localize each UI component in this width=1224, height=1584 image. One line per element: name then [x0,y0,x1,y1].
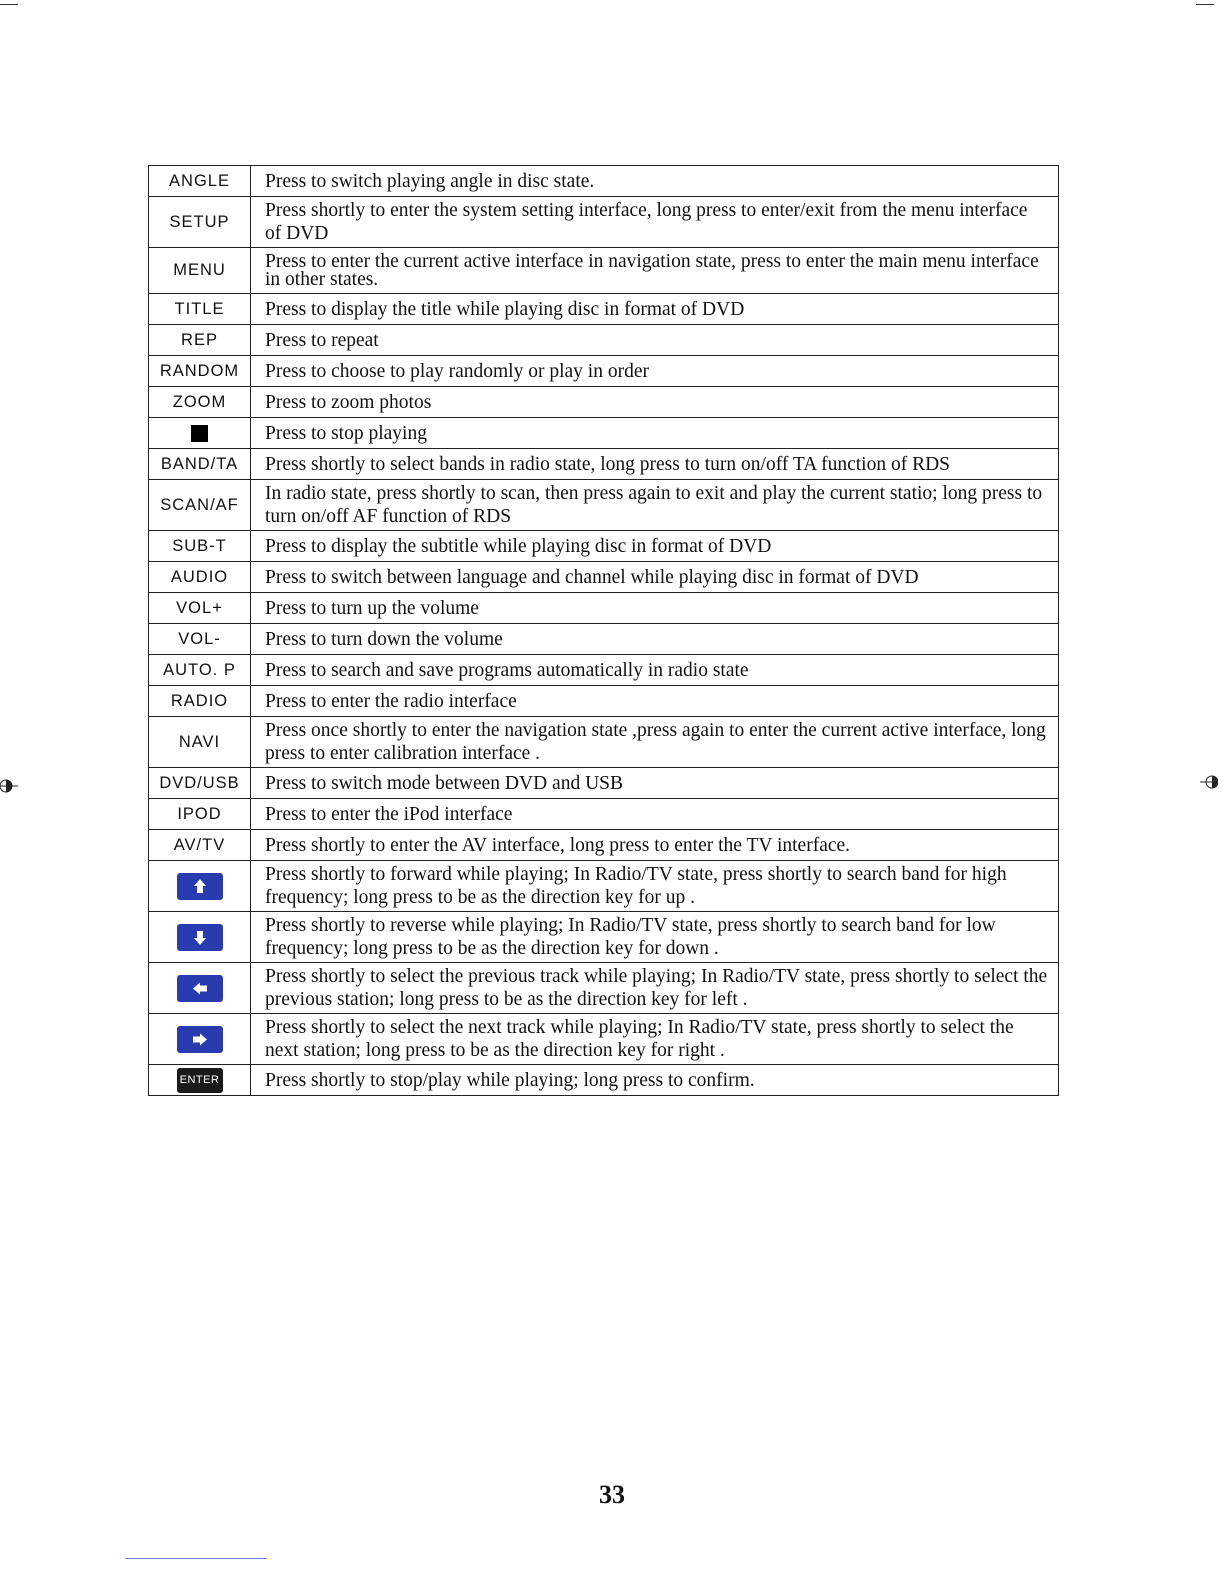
key-label: SETUP [149,197,251,248]
key-description: Press to switch playing angle in disc state. [251,166,1059,197]
key-description: Press to enter the current active interface in navigation state, press to enter the main menu interface in other states. [251,248,1059,294]
arrow-right-icon [177,1026,223,1053]
table-row [149,830,1059,861]
key-label: AUTO. P [149,655,251,686]
key-description: Press to zoom photos [251,387,1059,418]
key-label: NAVI [149,717,251,768]
table-row [149,1014,1059,1065]
key-description: Press to enter the radio interface [251,686,1059,717]
key-label: BAND/TA [149,449,251,480]
key-description: Press to turn down the volume [251,624,1059,655]
key-label: AUDIO [149,562,251,593]
key-description: Press to repeat [251,325,1059,356]
key-label: DVD/USB [149,768,251,799]
key-label [149,912,251,963]
table-row [149,624,1059,655]
table-row [149,799,1059,830]
table-row [149,197,1059,248]
footer-rule [125,1558,267,1559]
table-row [149,449,1059,480]
key-description: Press to choose to play randomly or play in order [251,356,1059,387]
key-label: TITLE [149,294,251,325]
key-description: Press shortly to select the next track while playing; In Radio/TV state, press shortly to select the next station; long press to be as the direction key for right . [251,1014,1059,1065]
table-row [149,356,1059,387]
key-label: ZOOM [149,387,251,418]
key-description: Press to search and save programs automatically in radio state [251,655,1059,686]
key-description: Press shortly to select the previous track while playing; In Radio/TV state, press shortly to select the previous station; long press to be as the direction key for left . [251,963,1059,1014]
table-row [149,655,1059,686]
table-row [149,686,1059,717]
stop-square-icon [191,425,208,442]
key-label: SCAN/AF [149,480,251,531]
remote-key-table [148,165,1059,1096]
key-description: Press to enter the iPod interface [251,799,1059,830]
registration-mark-left-icon [0,777,18,795]
registration-mark-right-icon [1200,773,1218,791]
key-label: MENU [149,248,251,294]
key-description: Press once shortly to enter the navigation state ,press again to enter the current active interface, long press to enter calibration interface . [251,717,1059,768]
table-row [149,294,1059,325]
table-row [149,963,1059,1014]
table-row [149,387,1059,418]
table-row [149,248,1059,294]
table-row [149,768,1059,799]
key-description: Press to turn up the volume [251,593,1059,624]
key-label: REP [149,325,251,356]
key-label: VOL- [149,624,251,655]
key-description: Press shortly to forward while playing; In Radio/TV state, press shortly to search band for high frequency; long press to be as the direction key for up . [251,861,1059,912]
arrow-down-icon [177,924,223,951]
key-label: IPOD [149,799,251,830]
crop-mark-top-right [1196,4,1214,5]
table-row [149,717,1059,768]
key-description: Press to display the subtitle while playing disc in format of DVD [251,531,1059,562]
table-row [149,480,1059,531]
key-description: Press to stop playing [251,418,1059,449]
key-description: Press shortly to reverse while playing; In Radio/TV state, press shortly to search band for low frequency; long press to be as the direction key for down . [251,912,1059,963]
table-row [149,166,1059,197]
key-description: In radio state, press shortly to scan, then press again to exit and play the current statio; long press to turn on/off AF function of RDS [251,480,1059,531]
table-row [149,912,1059,963]
table-row [149,861,1059,912]
arrow-up-icon [177,873,223,900]
key-label [149,418,251,449]
arrow-left-icon [177,975,223,1002]
key-description: Press shortly to select bands in radio state, long press to turn on/off TA function of RDS [251,449,1059,480]
key-label: RANDOM [149,356,251,387]
table-row [149,418,1059,449]
key-label: RADIO [149,686,251,717]
key-label [149,861,251,912]
key-description: Press to switch between language and channel while playing disc in format of DVD [251,562,1059,593]
table-row [149,593,1059,624]
table-row [149,531,1059,562]
key-label [149,1065,251,1096]
key-description: Press shortly to stop/play while playing; long press to confirm. [251,1065,1059,1096]
table-row [149,562,1059,593]
key-description: Press shortly to enter the system setting interface, long press to enter/exit from the menu interface of DVD [251,197,1059,248]
page-number: 33 [599,1480,625,1509]
key-label: SUB-T [149,531,251,562]
key-label: ANGLE [149,166,251,197]
key-label [149,1014,251,1065]
crop-mark-top-left [0,4,18,5]
key-label: VOL+ [149,593,251,624]
key-label [149,963,251,1014]
enter-key-icon: ENTER [177,1068,223,1093]
table-row [149,325,1059,356]
key-description: Press to display the title while playing disc in format of DVD [251,294,1059,325]
key-description: Press to switch mode between DVD and USB [251,768,1059,799]
table-row [149,1065,1059,1096]
key-label: AV/TV [149,830,251,861]
key-description: Press shortly to enter the AV interface, long press to enter the TV interface. [251,830,1059,861]
